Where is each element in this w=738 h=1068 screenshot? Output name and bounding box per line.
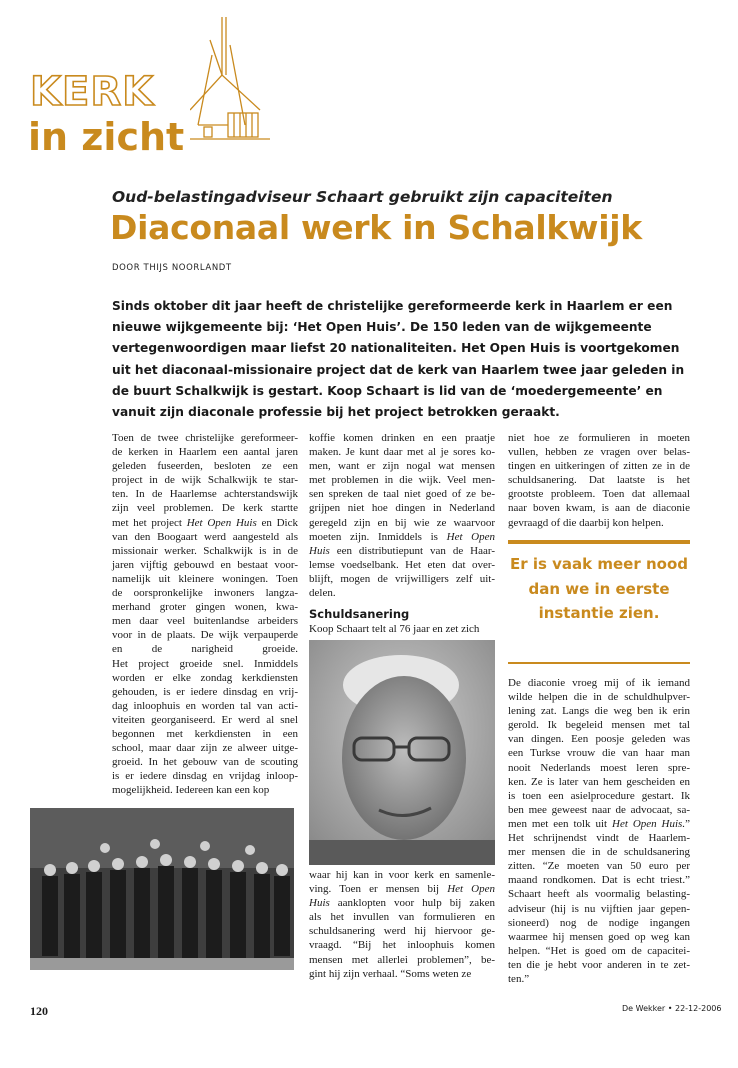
text-line: gevraagd of die daarbij kon helpen. bbox=[508, 516, 664, 529]
text-line: van den Boogaart werd aangesteld als bbox=[112, 530, 298, 543]
text-line: school, maar daar zijn ze alweer uitge- bbox=[112, 742, 298, 755]
text-line: als het invullen van formulieren en bbox=[309, 911, 495, 924]
text-line: van dingen. Een poosje geleden was bbox=[508, 733, 690, 746]
text-line: Het project groeide snel. Inmiddels bbox=[112, 657, 298, 670]
choir-photo bbox=[30, 808, 294, 970]
text-line: namelijk uit kleinere woningen. Toen bbox=[112, 572, 298, 585]
article-column-1 bbox=[112, 431, 298, 797]
article-column-3 bbox=[508, 431, 690, 530]
text-line: groeid. In het gebouw van de scouting bbox=[112, 756, 298, 769]
text-line: naar boven kwam, is aan de diaconie bbox=[508, 502, 690, 515]
text-line: begonnen met kerkdiensten in een bbox=[112, 727, 298, 740]
text-line: een Turkse vrouw die van haar man bbox=[508, 747, 690, 760]
text-line: waarmee hij mensen goed op weg kan bbox=[508, 930, 690, 943]
text-line: helpen. “Het is goed om de capacitei- bbox=[508, 944, 690, 957]
text-line: men, want er zijn nogal wat mensen bbox=[309, 460, 495, 473]
text-line: schuldsanering werd hij hiervoor ge- bbox=[309, 925, 495, 938]
text-line: geregeld zijn en bij wie ze waarvoor bbox=[309, 516, 495, 529]
article-column-2-bottom bbox=[309, 868, 495, 981]
text-line: zitten. “Ze moeten van 50 euro per bbox=[508, 860, 690, 873]
text-line: met problemen in die wijk. Veel men- bbox=[309, 474, 495, 487]
pull-quote-text: Er is vaak meer nood dan we in eerste instantie zien. bbox=[509, 555, 688, 622]
text-line: zijn veel problemen. De kerk startte bbox=[112, 502, 298, 515]
text-line: lemse voedselbank. Het eten dat over- bbox=[309, 558, 495, 571]
text-line: niet hoe ze formulieren in moeten bbox=[508, 432, 690, 444]
text-line: merhand groter gingen wonen, kwa- bbox=[112, 601, 298, 614]
text-line: Huis aanklopten voor hulp bij zaken bbox=[309, 897, 495, 910]
text-line: delen. bbox=[309, 587, 336, 600]
text-line: ving. Toen er mensen bij Het Open bbox=[309, 883, 495, 896]
text-line: worden er elke zondag kerkdiensten bbox=[112, 671, 298, 684]
church-tower-icon bbox=[190, 15, 270, 145]
publication-footer: De Wekker • 22-12-2006 bbox=[622, 1004, 722, 1013]
text-line: met het project Het Open Huis en Dick bbox=[112, 516, 298, 529]
article-column-2 bbox=[309, 431, 495, 600]
article-byline: DOOR THIJS NOORLANDT bbox=[112, 263, 232, 273]
text-line: maand rondkomen. Dat is echt triest.” bbox=[508, 874, 690, 887]
text-line: tingen en uitkeringen of zitten ze in de bbox=[508, 460, 690, 473]
text-line: schuldsanering. Dat laatste is het bbox=[508, 474, 690, 487]
text-line: gerold. Ik begeleid mensen met tal bbox=[508, 719, 690, 732]
text-line: Schaart heeft als voormalig belasting- bbox=[508, 888, 690, 901]
text-line: men met een tolk uit Het Open Huis.” bbox=[508, 817, 690, 830]
text-line: is er iedere dinsdag en vrijdag inloop- bbox=[112, 770, 298, 783]
text-line: project in de wijk Schalkwijk te star- bbox=[112, 474, 298, 487]
text-line: Huis een distributiepunt van de Haar- bbox=[309, 544, 495, 557]
text-line: Toen de twee christelijke gereformeer- bbox=[112, 432, 298, 444]
text-line: gehouden, is er iedere dinsdag en vrij- bbox=[112, 685, 298, 698]
text-line: waar hij kan in voor kerk en samenle- bbox=[309, 869, 495, 881]
text-line: adviseur (hij is nu vijftien jaar gepen- bbox=[508, 902, 690, 915]
section-title-kerk: KERK bbox=[30, 69, 155, 115]
text-line: ten.” bbox=[508, 972, 530, 985]
article-lead: Sinds oktober dit jaar heeft de christelijke gereformeerde kerk in Haarlem er een nieuwe wijkgemeente bij: ‘Het Open Huis’. De 150 leden van de wijkgemeente vertegenwoordigen maar liefst 20 nationaliteiten. Het Open Huis is voortgekomen uit het diaconaal-missionaire project dat de kerk van Haarlem twee jaar geleden in de buurt Schalkwijk is gestart. Koop Schaart is lid van de ‘moedergemeente’ en vanuit zijn diaconale professie bij het project betrokken geraakt. bbox=[112, 299, 685, 420]
portrait-photo bbox=[309, 640, 495, 865]
section-title-in-zicht: in zicht bbox=[28, 115, 185, 159]
text-line: wilde helpen die in de schuldhulpver- bbox=[508, 691, 690, 704]
text-line: de kerken in Haarlem een aantal jaren bbox=[112, 446, 298, 459]
text-line: moeten zijn. Inmiddels is Het Open bbox=[309, 530, 495, 543]
text-line: grijpen niet hoe dingen in Nederland bbox=[309, 502, 495, 515]
text-line: is toen een asielprocedure gestart. Ik bbox=[508, 789, 690, 802]
text-line: ken. Ze is later van hem gescheiden en bbox=[508, 775, 690, 788]
page-number: 120 bbox=[30, 1004, 48, 1018]
article-headline: Diaconaal werk in Schalkwijk bbox=[110, 208, 642, 247]
text-line: ten die je hebt voor anderen in te zet- bbox=[508, 958, 690, 971]
pull-quote-rule-top bbox=[508, 540, 690, 544]
section-heading-schuldsanering: Schuldsanering bbox=[309, 607, 410, 621]
text-line: lening zat. Langs die weg ben ik erin bbox=[508, 705, 690, 718]
text-line: ben mee geweest naar de advocaat, sa- bbox=[508, 803, 690, 816]
text-line: voor in de plaats. De wijk verpauperde bbox=[112, 629, 298, 642]
text-line: viteiten georganiseerd. Er werd al snel bbox=[112, 713, 298, 726]
text-line: blijft, mogen de vrijwilligers zelf uit- bbox=[309, 572, 495, 585]
article-column-3-bottom bbox=[508, 676, 690, 986]
text-line: de oorspronkelijke inwoners langza- bbox=[112, 587, 298, 600]
text-line: sen spreken de taal niet goed of ze be- bbox=[309, 488, 495, 501]
text-line: en de narigheid groeide. bbox=[112, 643, 298, 656]
text-line: jaren vijftig gebouwd en bestaat voor- bbox=[112, 558, 298, 571]
text-line: koffie komen drinken en een praatje bbox=[309, 432, 495, 444]
text-line: gint hij zijn verhaal. “Soms weten ze bbox=[309, 967, 472, 980]
text-line: grootste probleem. Toen dat allemaal bbox=[508, 488, 690, 501]
text-line: mensen met allerlei problemen”, be- bbox=[309, 953, 495, 966]
text-line: missionair werker. Schalkwijk is in de bbox=[112, 544, 298, 557]
text-line: sioneerd) nog de nodige ingangen bbox=[508, 916, 690, 929]
text-line: mer mensen die in de schuldsanering bbox=[508, 846, 690, 859]
text-line: mogelijkheid. Iedereen kan een kop bbox=[112, 784, 270, 797]
pull-quote-rule-bottom bbox=[508, 662, 690, 664]
text-line: De diaconie vroeg mij of ik iemand bbox=[508, 677, 690, 689]
text-line: geleden fuseerden, besloten ze een bbox=[112, 460, 298, 473]
text-line: vullen, hebben ze vragen over belas- bbox=[508, 446, 690, 459]
text-line: maken. Je kunt daar met al je sores ko- bbox=[309, 446, 495, 459]
text-line: dag inloophuis en worden tal van acti- bbox=[112, 699, 298, 712]
article-subtitle: Oud-belastingadviseur Schaart gebruikt zijn capaciteiten bbox=[112, 188, 613, 206]
article-column-2-continuation: Koop Schaart telt al 76 jaar en zet zich bbox=[309, 623, 480, 635]
text-line: nooit Nederlands moest leren spre- bbox=[508, 761, 690, 774]
text-line: men daar veel buitenlandse arbeiders bbox=[112, 615, 298, 628]
text-line: ten. In de Haarlemse achterstandswijk bbox=[112, 488, 298, 501]
text-line: Het schrijnendst vindt de Haarlem- bbox=[508, 832, 690, 845]
text-line: vraagd. “Bij het inloophuis komen bbox=[309, 939, 495, 952]
